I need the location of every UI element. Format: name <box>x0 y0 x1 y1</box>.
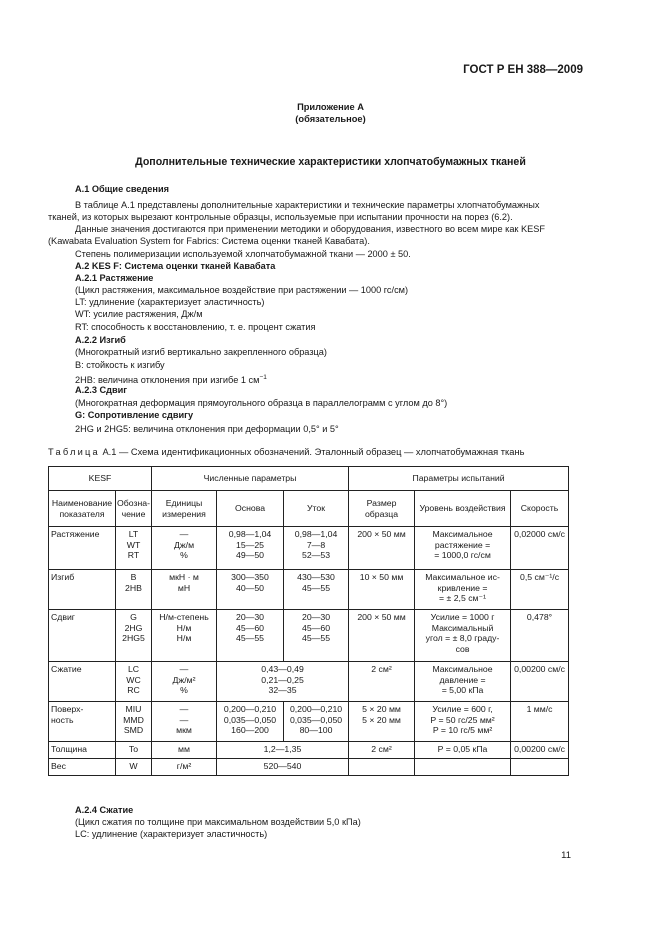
cell-sample-size: 2 см² <box>349 662 415 702</box>
header-sample-size: Размер образца <box>349 491 415 527</box>
main-title: Дополнительные технические характеристики хлопчатобумажных тканей <box>135 156 526 168</box>
header-name: Наименование показателя <box>49 491 116 527</box>
cell-weft: 0,200—0,210 0,035—0,050 80—100 <box>284 702 349 742</box>
cell-warp: 0,200—0,210 0,035—0,050 160—200 <box>217 702 284 742</box>
section-a23-heading: А.2.3 Сдвиг <box>75 385 128 395</box>
header-weft: Уток <box>284 491 349 527</box>
a1-paragraph-line: Степень полимеризации используемой хлопчатобумажной ткани — 2000 ± 50. <box>75 249 411 259</box>
a1-paragraph-line: (Kawabata Evaluation System for Fabrics: Система оценки тканей Кавабата). <box>48 236 370 246</box>
document-code: ГОСТ Р ЕН 388—2009 <box>463 64 583 76</box>
cell-impact-level: Усилие = 1000 г Максимальный угол = ± 8,0 граду- сов <box>415 610 511 662</box>
section-a22-heading: А.2.2 Изгиб <box>75 335 126 345</box>
header-numeric-parameters: Численные параметры <box>152 467 349 491</box>
annex-title: Приложение А <box>297 102 364 112</box>
cell-impact-level <box>415 759 511 776</box>
cell-parameter-name: Вес <box>49 759 116 776</box>
cell-speed: 0,478° <box>511 610 569 662</box>
cell-weft: 20—30 45—60 45—55 <box>284 610 349 662</box>
a22-line: 2HB: величина отклонения при изгибе 1 $см^{-1}$ <box>75 374 267 386</box>
a21-line: RT: способность к восстановлению, т. е. процент сжатия <box>75 322 316 332</box>
a21-line: (Цикл растяжения, максимальное воздействие при растяжении — 1000 гс/см) <box>75 285 409 295</box>
table-caption: Таблица А.1 — Схема идентификационных обозначений. Эталонный образец — хлопчатобумажная ткань <box>48 447 525 457</box>
a23-line: (Многократная деформация прямоугольного образца в параллелограмм с углом до 8°) <box>75 398 448 408</box>
cell-parameter-name: Сдвиг <box>49 610 116 662</box>
header-test-parameters: Параметры испытаний <box>349 467 569 491</box>
table-row <box>49 527 569 570</box>
cell-warp: 0,98—1,04 15—25 49—50 <box>217 527 284 570</box>
cell-sample-size: 200 × 50 мм <box>349 610 415 662</box>
cell-parameter-name: Изгиб <box>49 570 116 610</box>
cell-code: To <box>116 742 152 759</box>
header-speed: Скорость <box>511 491 569 527</box>
cell-speed: 0,02000 см/с <box>511 527 569 570</box>
cell-warp: 300—350 40—50 <box>217 570 284 610</box>
cell-sample-size: 2 см² <box>349 742 415 759</box>
a24-line: (Цикл сжатия по толщине при максимальном воздействии 5,0 кПа) <box>75 817 361 827</box>
page-number: 11 <box>561 850 571 861</box>
section-a21-heading: А.2.1 Растяжение <box>75 273 154 283</box>
cell-impact-level: Усилие = 600 г, P = 50 гс/25 мм² P = 10 гс/5 мм² <box>415 702 511 742</box>
cell-value-merged: 1,2—1,35 <box>217 742 349 759</box>
cell-speed <box>511 759 569 776</box>
cell-units: — Дж/м % <box>152 527 217 570</box>
a21-line: LT: удлинение (характеризует эластичность) <box>75 297 265 307</box>
header-warp: Основа <box>217 491 284 527</box>
header-code: Обозна-чение <box>116 491 152 527</box>
cell-speed: 0,00200 см/с <box>511 662 569 702</box>
cell-warp: 20—30 45—60 45—55 <box>217 610 284 662</box>
a1-paragraph-line: Данные значения достигаются при применении методики и оборудования, известного во всем мире как KESF <box>75 224 546 234</box>
a24-line: LC: удлинение (характеризует эластичность) <box>75 829 268 839</box>
cell-weft: 430—530 45—55 <box>284 570 349 610</box>
cell-sample-size <box>349 759 415 776</box>
a21-line: WT: усилие растяжения, Дж/м <box>75 309 203 319</box>
a23-line: G: Сопротивление сдвигу <box>75 410 194 420</box>
header-units: Единицы измерения <box>152 491 217 527</box>
cell-impact-level: Максимальное растяжение = = 1000,0 гс/см <box>415 527 511 570</box>
cell-units: Н/м-степень Н/м Н/м <box>152 610 217 662</box>
a1-paragraph-line: В таблице А.1 представлены дополнительные характеристики и технические параметры хлопчатобумажных <box>75 200 540 210</box>
cell-sample-size: 10 × 50 мм <box>349 570 415 610</box>
cell-speed: 1 мм/с <box>511 702 569 742</box>
cell-parameter-name: Сжатие <box>49 662 116 702</box>
table-row <box>49 662 569 702</box>
table-body <box>49 527 569 776</box>
cell-code: LC WC RC <box>116 662 152 702</box>
annex-subtitle: (обязательное) <box>295 114 366 124</box>
cell-units: — Дж/м² % <box>152 662 217 702</box>
cell-units: — — мкм <box>152 702 217 742</box>
cell-sample-size: 200 × 50 мм <box>349 527 415 570</box>
section-a24-heading: А.2.4 Сжатие <box>75 805 134 815</box>
table-row <box>49 742 569 759</box>
cell-sample-size: 5 × 20 мм 5 × 20 мм <box>349 702 415 742</box>
identification-table <box>48 466 569 776</box>
cell-parameter-name: Растяжение <box>49 527 116 570</box>
a22-line: B: стойкость к изгибу <box>75 360 165 370</box>
cell-parameter-name: Поверх- ность <box>49 702 116 742</box>
cell-speed: 0,5 см⁻¹/с <box>511 570 569 610</box>
cell-units: мкН · м мН <box>152 570 217 610</box>
cell-units: мм <box>152 742 217 759</box>
a22-line: (Многократный изгиб вертикально закрепленного образца) <box>75 347 327 357</box>
cell-code: W <box>116 759 152 776</box>
cell-impact-level: P = 0,05 кПа <box>415 742 511 759</box>
table-row <box>49 702 569 742</box>
table-row <box>49 610 569 662</box>
header-impact-level: Уровень воздействия <box>415 491 511 527</box>
cell-impact-level: Максимальное ис- кривление = = ± 2,5 см⁻¹ <box>415 570 511 610</box>
a1-paragraph-line: тканей, из которых вырезают контрольные образцы, используемые при испытании прочности на порез (6.2). <box>48 212 513 222</box>
cell-impact-level: Максимальное давление = = 5,00 кПа <box>415 662 511 702</box>
cell-speed: 0,00200 см/с <box>511 742 569 759</box>
cell-code: G 2HG 2HG5 <box>116 610 152 662</box>
cell-weft: 0,98—1,04 7—8 52—53 <box>284 527 349 570</box>
section-a2-heading: А.2 KES F: Система оценки тканей Кавабата <box>75 261 276 271</box>
section-a1-heading: А.1 Общие сведения <box>75 184 169 194</box>
header-kesf: KESF <box>49 467 152 491</box>
annex-heading <box>0 101 661 125</box>
table-row <box>49 759 569 776</box>
cell-code: B 2HB <box>116 570 152 610</box>
cell-code: LT WT RT <box>116 527 152 570</box>
cell-parameter-name: Толщина <box>49 742 116 759</box>
cell-units: г/м² <box>152 759 217 776</box>
cell-value-merged: 0,43—0,49 0,21—0,25 32—35 <box>217 662 349 702</box>
cell-value-merged: 520—540 <box>217 759 349 776</box>
cell-code: MIU MMD SMD <box>116 702 152 742</box>
table-row <box>49 570 569 610</box>
a23-line: 2HG и 2HG5: величина отклонения при деформации 0,5° и 5° <box>75 424 339 434</box>
